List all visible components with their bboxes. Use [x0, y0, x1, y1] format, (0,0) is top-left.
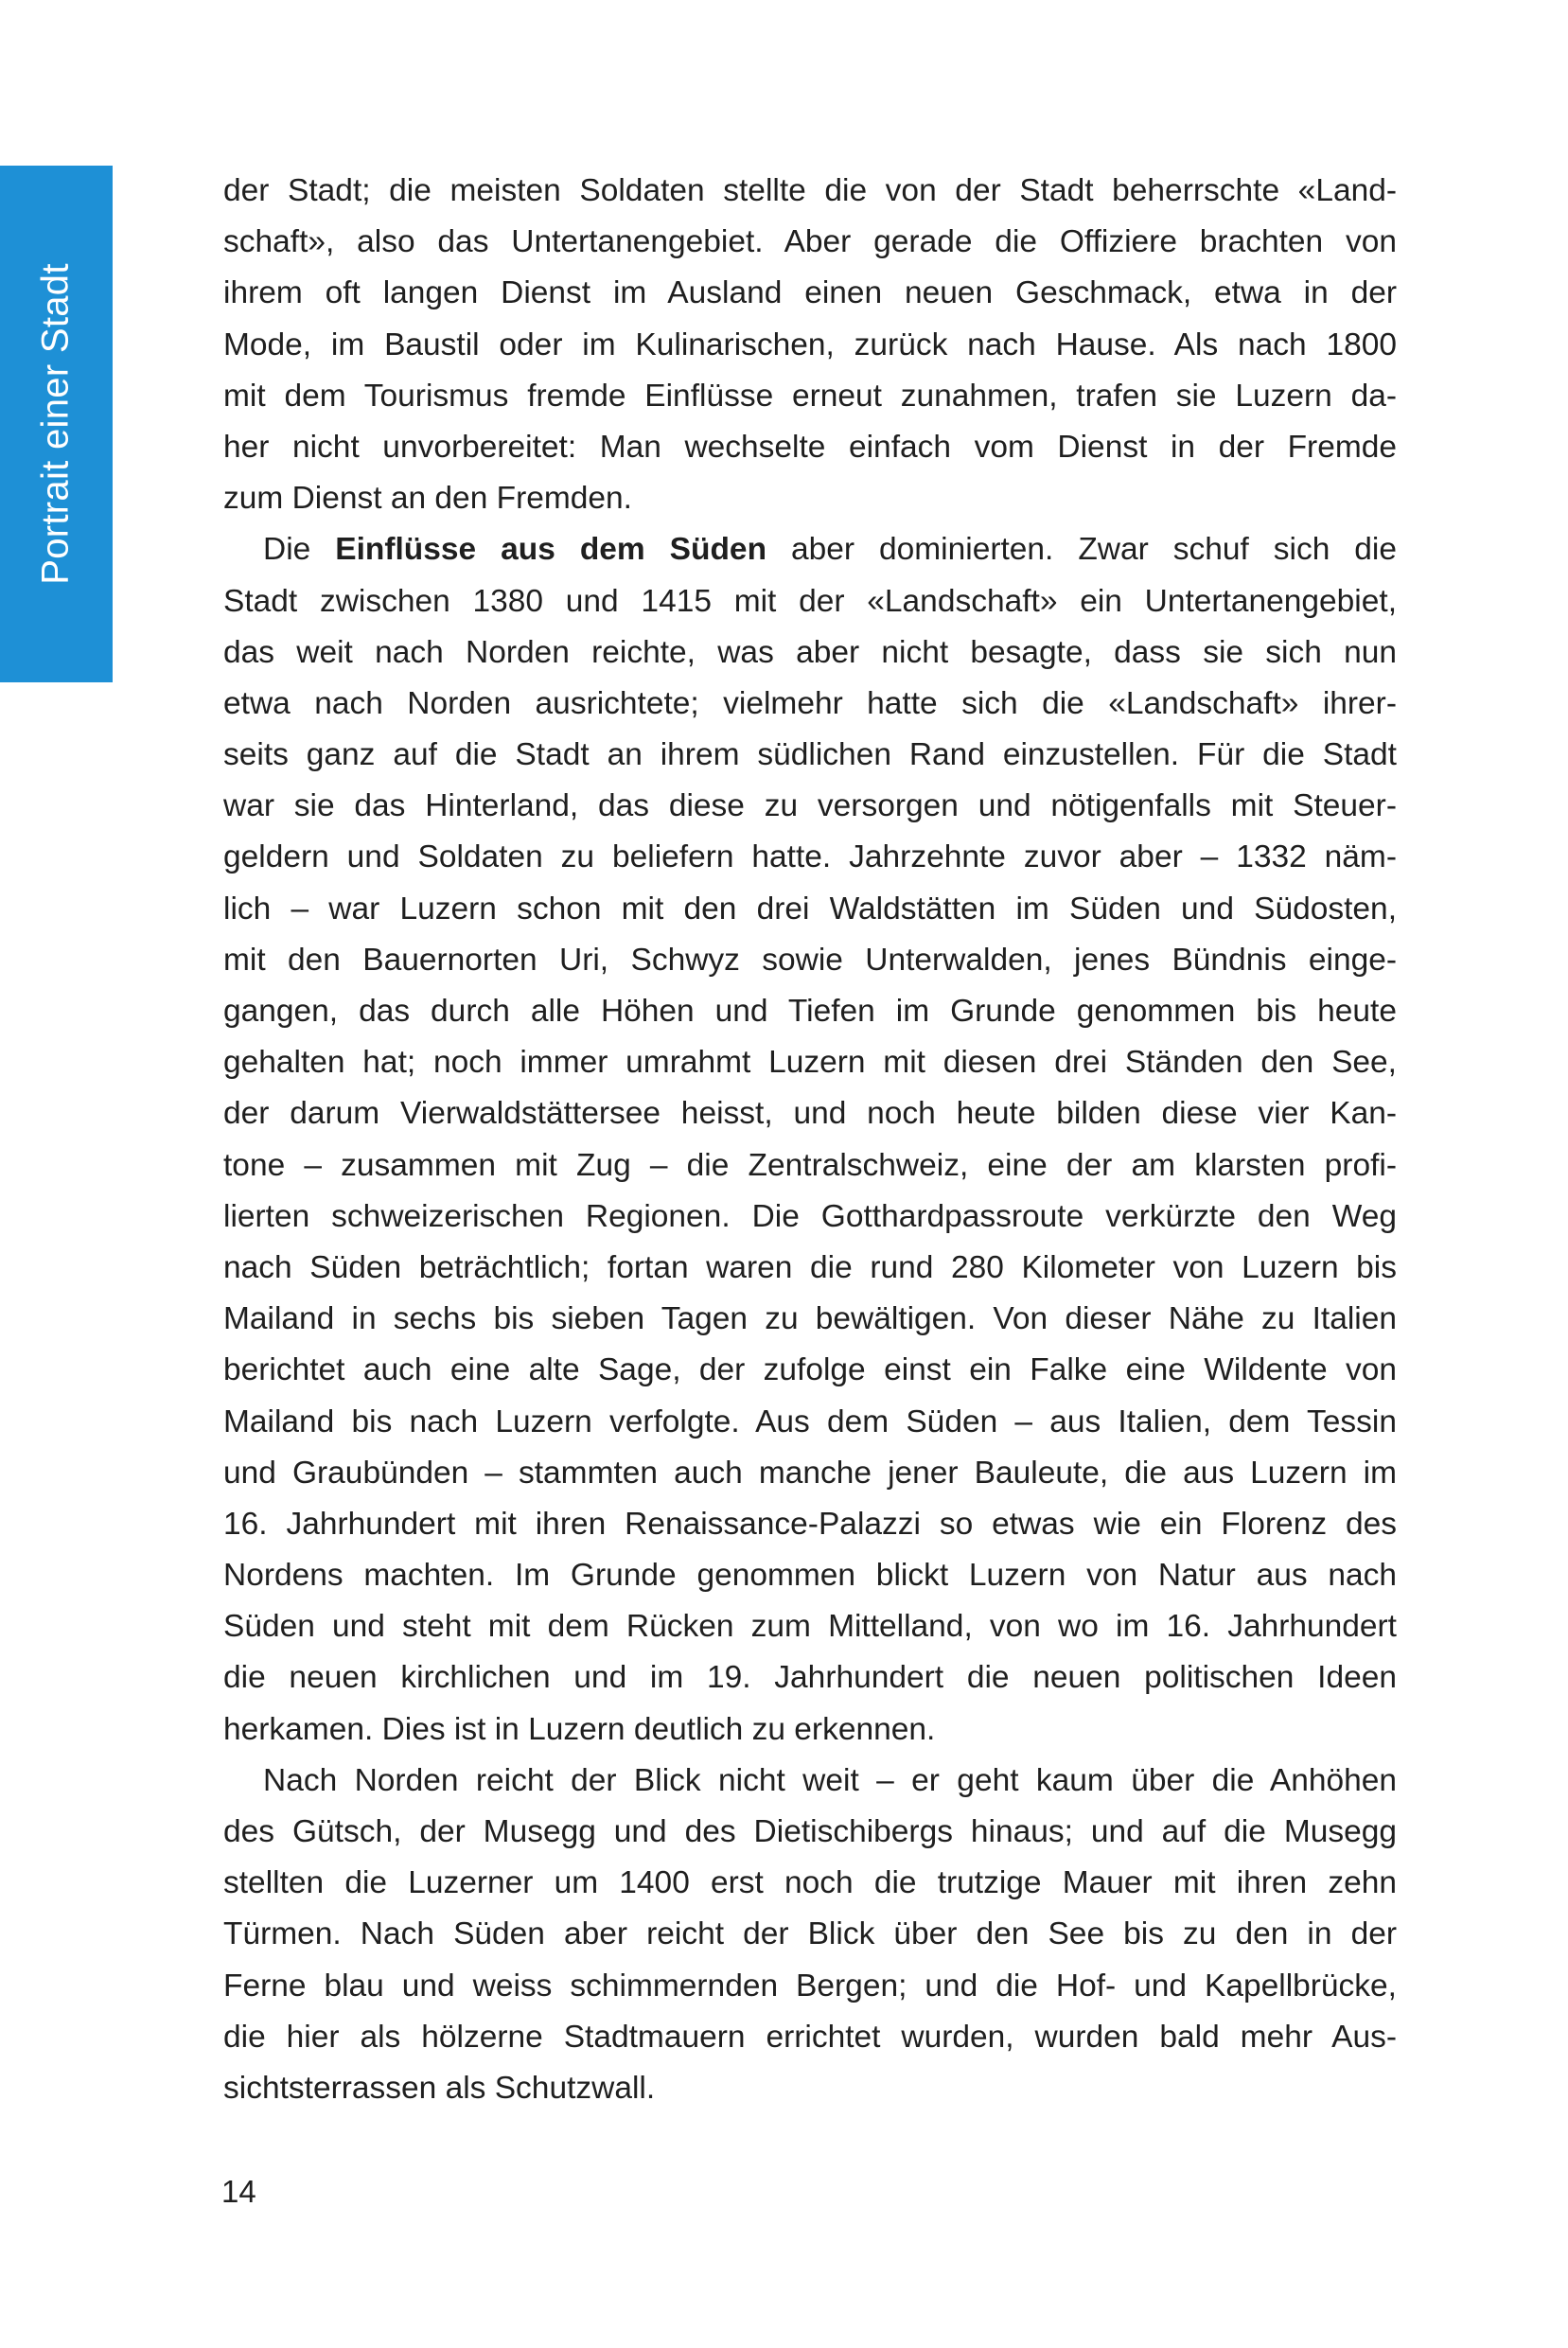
text-line: nach Süden beträchtlich; fortan waren die rund 280 Kilometer von Luzern bis: [223, 1249, 1397, 1285]
text-line: Nordens machten. Im Grunde genommen blickt Luzern von Natur aus nach: [223, 1558, 1397, 1594]
text-line: der Stadt; die meisten Soldaten stellte die von der Stadt beherrschte «Land-: [223, 173, 1397, 208]
text-run: Die: [263, 532, 336, 568]
text-line: Türmen. Nach Süden aber reicht der Blick über den See bis zu den in der: [223, 1916, 1397, 1952]
text-line: Mailand in sechs bis sieben Tagen zu bewältigen. Von dieser Nähe zu Italien: [223, 1301, 1397, 1337]
text-line: stellten die Luzerner um 1400 erst noch die trutzige Mauer mit ihren zehn: [223, 1865, 1397, 1901]
text-line: ihrem oft langen Dienst im Ausland einen neuen Geschmack, etwa in der: [223, 275, 1397, 311]
text-line: das weit nach Norden reichte, was aber nicht besagte, dass sie sich nun: [223, 634, 1397, 670]
text-line: lich – war Luzern schon mit den drei Waldstätten im Süden und Südosten,: [223, 891, 1397, 927]
text-line: die neuen kirchlichen und im 19. Jahrhundert die neuen politischen Ideen: [223, 1660, 1397, 1696]
text-line: sichtsterrassen als Schutzwall.: [223, 2070, 656, 2106]
text-line: Mailand bis nach Luzern verfolgte. Aus dem Süden – aus Italien, dem Tessin: [223, 1404, 1397, 1439]
page-number: 14: [221, 2174, 256, 2209]
text-line: herkamen. Dies ist in Luzern deutlich zu erkennen.: [223, 1711, 936, 1747]
text-line: der darum Vierwaldstättersee heisst, und noch heute bilden diese vier Kan-: [223, 1096, 1397, 1132]
text-line: war sie das Hinterland, das diese zu versorgen und nötigenfalls mit Steuer-: [223, 788, 1397, 824]
text-line: her nicht unvorbereitet: Man wechselte einfach vom Dienst in der Fremde: [223, 429, 1397, 465]
text-line: die hier als hölzerne Stadtmauern errichtet wurden, wurden bald mehr Aus-: [223, 2019, 1397, 2055]
text-line-with-heading: [223, 524, 1397, 575]
bold-phrase: Einflüsse aus dem Süden: [335, 532, 767, 568]
text-line: des Gütsch, der Musegg und des Dietischibergs hinaus; und auf die Musegg: [223, 1814, 1397, 1849]
text-line: mit den Bauernorten Uri, Schwyz sowie Unterwalden, jenes Bündnis einge-: [223, 942, 1397, 978]
text-run: aber dominierten. Zwar schuf sich die: [766, 532, 1397, 568]
text-line: Ferne blau und weiss schimmernden Bergen; und die Hof- und Kapellbrücke,: [223, 1968, 1397, 2004]
text-line: Stadt zwischen 1380 und 1415 mit der «Landschaft» ein Untertanengebiet,: [223, 583, 1397, 619]
text-line: Nach Norden reicht der Blick nicht weit – er geht kaum über die Anhöhen: [263, 1762, 1397, 1798]
text-line: lierten schweizerischen Regionen. Die Gotthardpassroute verkürzte den Weg: [223, 1198, 1397, 1234]
text-line: berichtet auch eine alte Sage, der zufolge einst ein Falke eine Wildente von: [223, 1352, 1397, 1388]
text-line: etwa nach Norden ausrichtete; vielmehr hatte sich die «Landschaft» ihrer-: [223, 685, 1397, 721]
text-line: Mode, im Baustil oder im Kulinarischen, zurück nach Hause. Als nach 1800: [223, 327, 1397, 362]
text-line: Süden und steht mit dem Rücken zum Mittelland, von wo im 16. Jahrhundert: [223, 1609, 1397, 1645]
text-line: und Graubünden – stammten auch manche jener Bauleute, die aus Luzern im: [223, 1455, 1397, 1491]
text-line: 16. Jahrhundert mit ihren Renaissance-Palazzi so etwas wie ein Florenz des: [223, 1506, 1397, 1542]
text-line: mit dem Tourismus fremde Einflüsse erneut zunahmen, trafen sie Luzern da-: [223, 378, 1397, 414]
text-line: zum Dienst an den Fremden.: [223, 481, 632, 517]
text-line: tone – zusammen mit Zug – die Zentralschweiz, eine der am klarsten profi-: [223, 1147, 1397, 1183]
text-line: gehalten hat; noch immer umrahmt Luzern mit diesen drei Ständen den See,: [223, 1045, 1397, 1081]
body-text: [223, 166, 1397, 2114]
text-line: seits ganz auf die Stadt an ihrem südlichen Rand einzustellen. Für die Stadt: [223, 737, 1397, 773]
text-line: geldern und Soldaten zu beliefern hatte. Jahrzehnte zuvor aber – 1332 näm-: [223, 839, 1397, 875]
section-tab-label: Portrait einer Stadt: [34, 263, 77, 585]
text-line: gangen, das durch alle Höhen und Tiefen im Grunde genommen bis heute: [223, 994, 1397, 1029]
text-line: schaft», also das Untertanengebiet. Aber gerade die Offiziere brachten von: [223, 224, 1397, 260]
